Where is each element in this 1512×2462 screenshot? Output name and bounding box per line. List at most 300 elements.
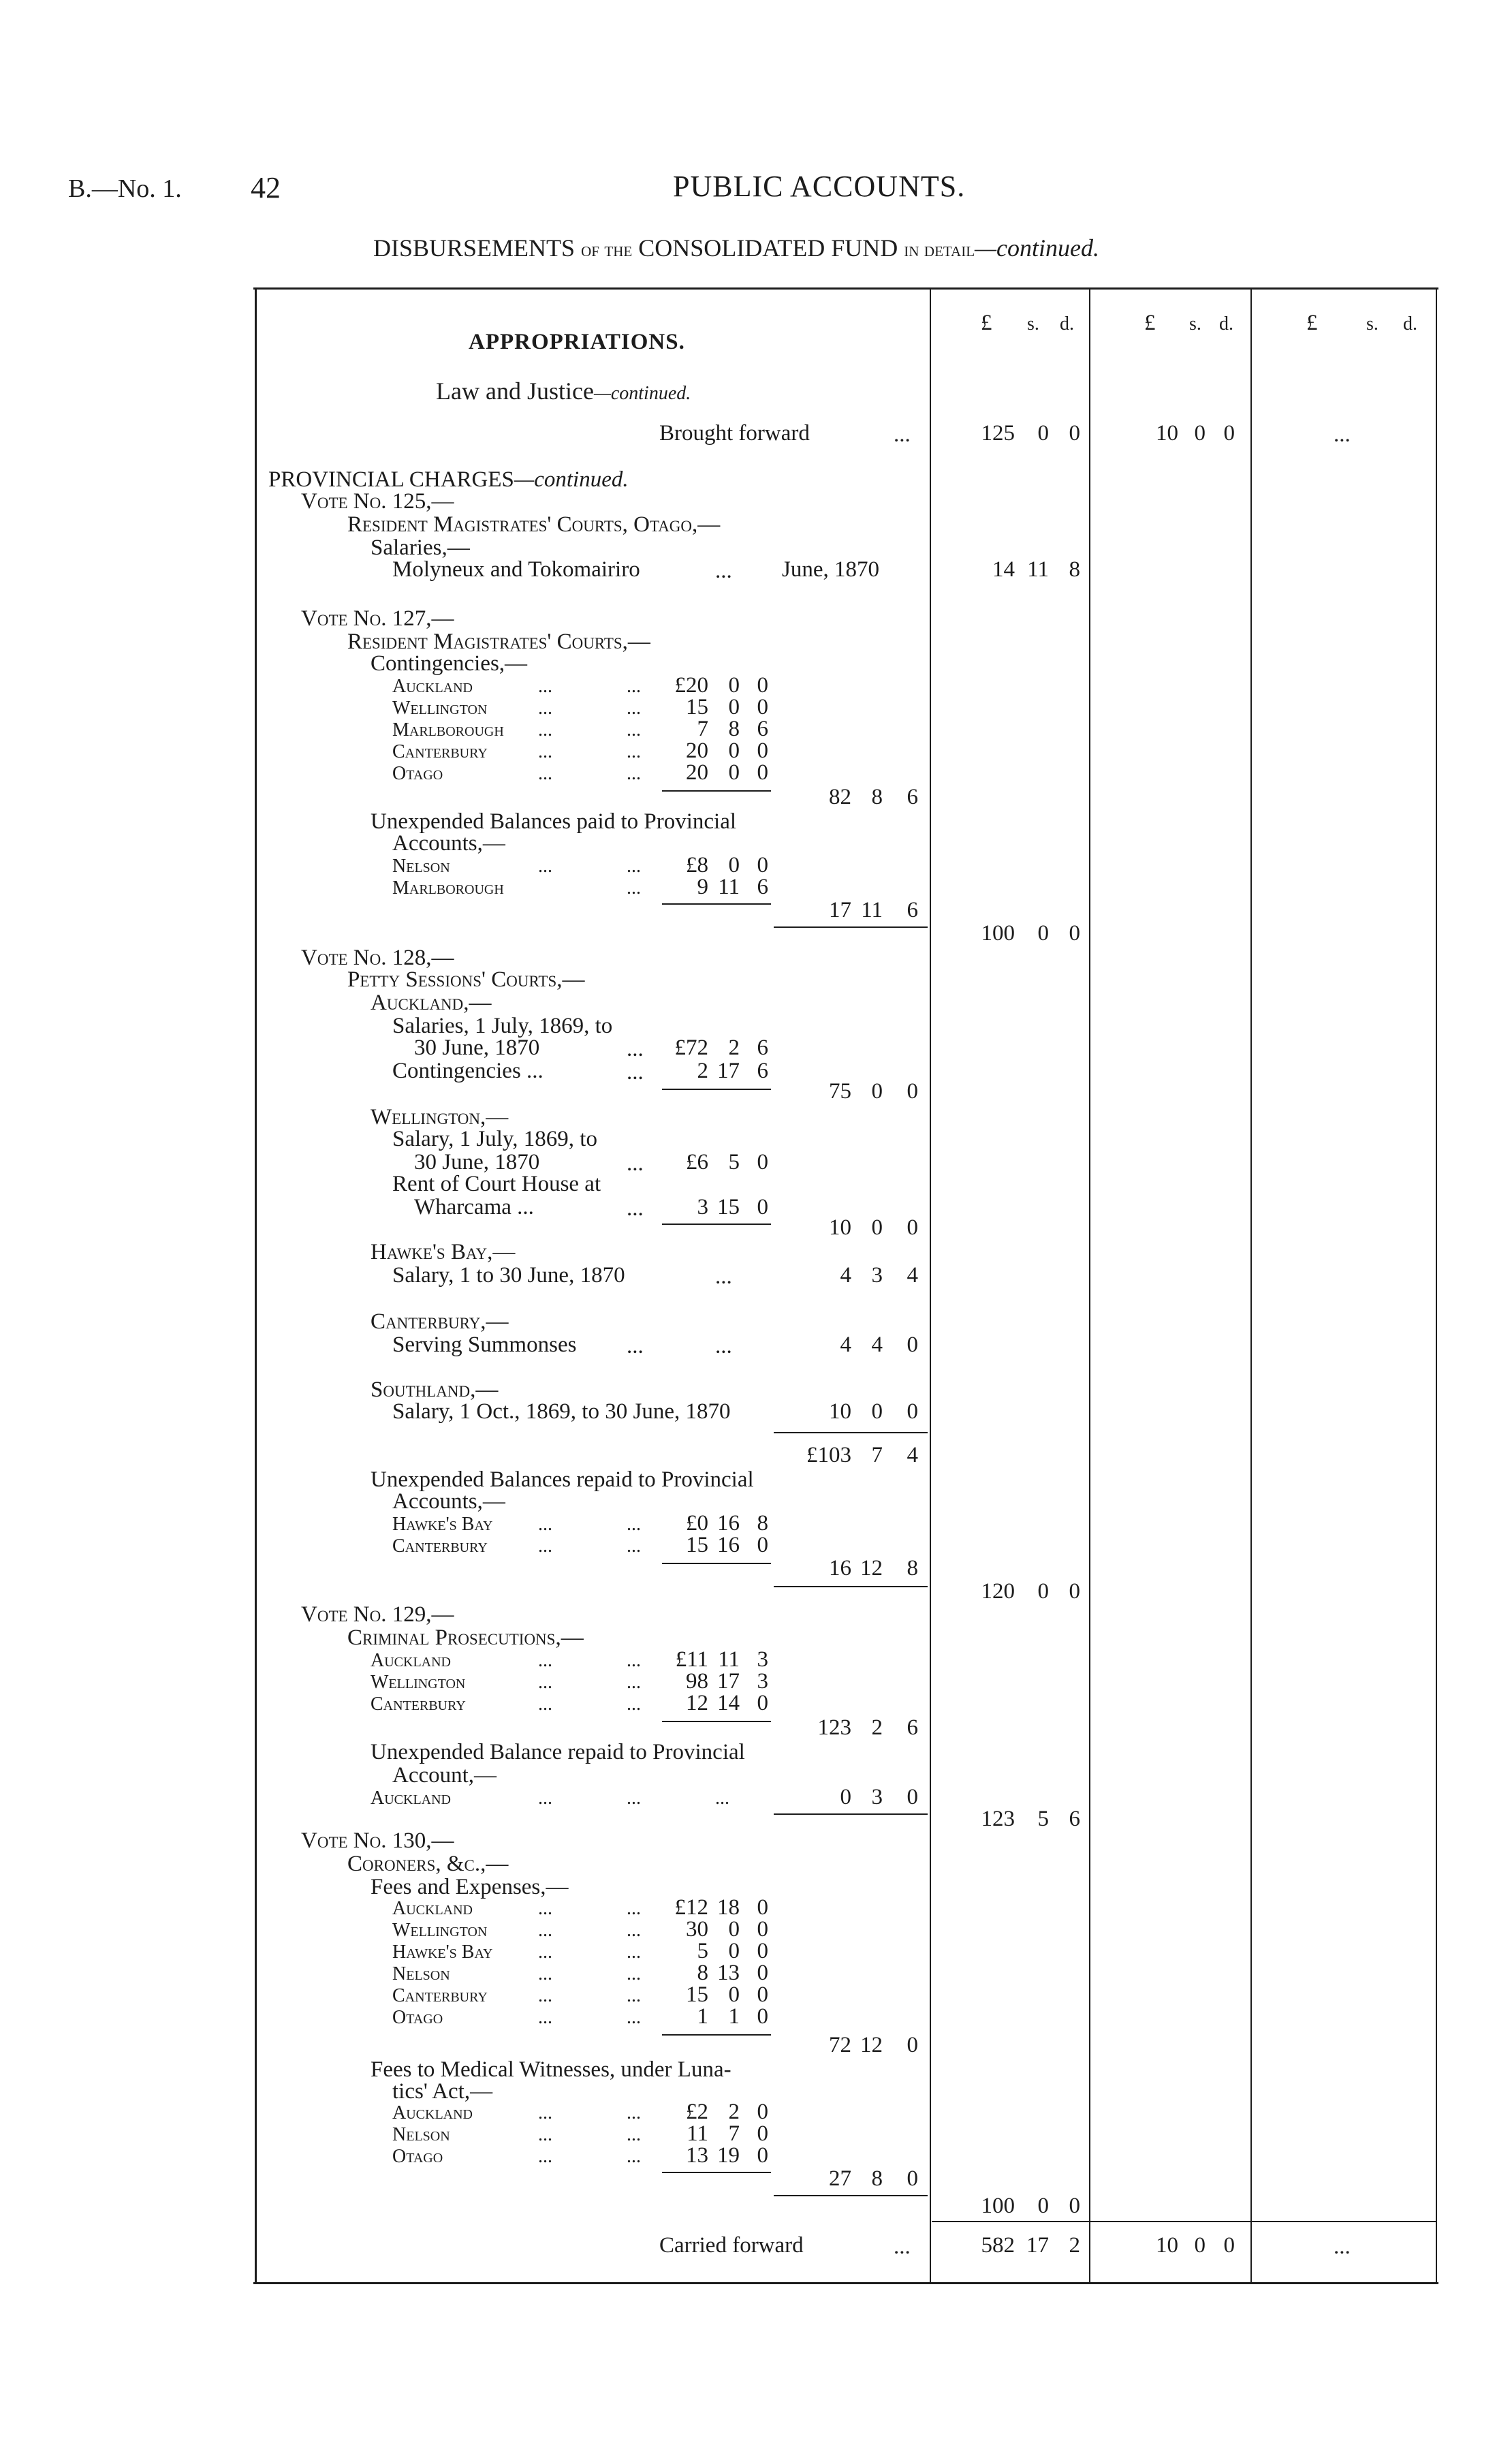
v130-med-name: Auckland — [392, 2102, 473, 2123]
v127-item-pounds: 7 — [697, 717, 708, 741]
cf-c1-shillings: 17 — [1026, 2233, 1049, 2258]
v130-item-dots: ... — [538, 1898, 552, 1919]
v128-sum-pence: 4 — [907, 1443, 918, 1467]
v130-med-dots: ... — [538, 2102, 552, 2123]
v129-subtotal-pence: 6 — [907, 1715, 918, 1740]
v127-item-dots: ... — [627, 698, 641, 719]
v128-wellington-rent1: Rent of Court House at — [392, 1172, 601, 1196]
law-justice-main: Law and Justice — [436, 377, 594, 405]
v130-med-dots: ... — [627, 2146, 641, 2167]
v125-c1-pounds: 14 — [992, 557, 1015, 582]
v127-item-shillings: 0 — [728, 673, 740, 698]
v130-med-shillings: 19 — [717, 2143, 740, 2168]
v128-wellington-rule — [662, 1224, 771, 1225]
col1-pound: £ — [981, 311, 992, 335]
v128-canterbury-total-pounds: 4 — [840, 1333, 851, 1357]
v130-c1-shillings: 0 — [1037, 2194, 1049, 2218]
v130-item-pence: 0 — [757, 2004, 768, 2029]
v127-item-dots: ... — [627, 676, 641, 697]
v128-auckland-head: Auckland,— — [371, 991, 492, 1015]
v128-wellington-rent2: Wharcama ... — [414, 1195, 534, 1219]
v128-unexp-total-pence: 8 — [907, 1556, 918, 1580]
v130-med-dots: ... — [627, 2102, 641, 2123]
v127-item-shillings: 8 — [728, 717, 740, 741]
brought-forward-dots: ... — [894, 422, 911, 447]
v130-item-pence: 0 — [757, 1982, 768, 2007]
subtitle-continued: —continued. — [975, 234, 1100, 262]
cf-c2-shillings: 0 — [1194, 2233, 1206, 2258]
v130-item-shillings: 18 — [717, 1895, 740, 1920]
v129-auckland-dots: ... — [715, 1788, 729, 1809]
v128-canterbury-head: Canterbury,— — [371, 1309, 509, 1334]
brought-forward-label: Brought forward — [659, 421, 810, 446]
v129-item-dots: ... — [538, 1672, 552, 1693]
col2-shillings: s. — [1189, 313, 1201, 334]
v130-med-pounds: 11 — [687, 2121, 708, 2146]
table-bottom-rule — [253, 2282, 1438, 2284]
v128-wellington-total-pence: 0 — [907, 1215, 918, 1240]
v130-item-name: Auckland — [392, 1898, 473, 1919]
v127-unexp-dots: ... — [538, 856, 552, 877]
v130-item-dots: ... — [538, 1920, 552, 1941]
v127-item-pounds: 20 — [686, 738, 708, 763]
v128-canterbury-total-shillings: 4 — [871, 1333, 883, 1357]
v128-unexp-pounds: £0 — [686, 1511, 708, 1536]
v127-item-name: Wellington — [392, 698, 488, 719]
v128-auckland-rule — [662, 1089, 771, 1090]
v129-item-name: Canterbury — [371, 1694, 466, 1715]
v129-unexpended-line1: Unexpended Balance repaid to Provincial — [371, 1740, 745, 1764]
v130-subtotal-pence: 0 — [907, 2033, 918, 2057]
law-justice-cont: —continued. — [593, 383, 691, 404]
v128-hawkes-head: Hawke's Bay,— — [371, 1240, 516, 1264]
v128-sum-pounds: £103 — [806, 1443, 851, 1467]
v130-sub-rule — [662, 2034, 771, 2036]
v128-unexp-dots: ... — [627, 1514, 641, 1535]
v130-med-total-pounds: 27 — [829, 2166, 851, 2191]
vote-130-fees: Fees and Expenses,— — [371, 1875, 569, 1899]
v127-unexp-shillings: 0 — [728, 853, 740, 877]
v129-c1-pence: 6 — [1069, 1807, 1080, 1831]
v127-item-dots: ... — [627, 719, 641, 741]
v130-med-name: Otago — [392, 2146, 443, 2167]
v130-med-pounds: £2 — [686, 2100, 708, 2124]
v129-item-pounds: £11 — [675, 1647, 708, 1672]
cf-c1-pence: 2 — [1069, 2233, 1080, 2258]
v128-auckland-contingencies: Contingencies ... — [392, 1059, 544, 1083]
v128-auckland-sal2: 30 June, 1870 — [414, 1035, 540, 1060]
v128-sum-rule — [774, 1432, 928, 1433]
v127-item-pence: 0 — [757, 673, 768, 698]
v128-southland-total-pence: 0 — [907, 1399, 918, 1424]
v127-unexp-total-pounds: 17 — [829, 898, 851, 922]
v129-item-name: Auckland — [371, 1650, 451, 1671]
v127-unexp-total-shillings: 11 — [861, 898, 883, 922]
v127-item-dots: ... — [538, 676, 552, 697]
v128-unexp-shillings: 16 — [717, 1511, 740, 1536]
v128-wellington-sal1: Salary, 1 July, 1869, to — [392, 1127, 597, 1151]
v129-item-pounds: 98 — [686, 1669, 708, 1694]
v127-item-dots: ... — [627, 763, 641, 784]
bf-c1-shillings: 0 — [1037, 421, 1049, 446]
v128-wellington-rent-shillings: 15 — [717, 1195, 740, 1219]
v130-item-shillings: 0 — [728, 1917, 740, 1942]
v130-item-pence: 0 — [757, 1939, 768, 1963]
v128-auckland-sal-pence: 6 — [757, 1035, 768, 1060]
vote-125-salaries: Salaries,— — [371, 535, 470, 560]
v130-item-pence: 0 — [757, 1895, 768, 1920]
v130-item-pounds: £12 — [674, 1895, 708, 1920]
v128-canterbury-total-pence: 0 — [907, 1333, 918, 1357]
v127-unexp-name: Marlborough — [392, 877, 504, 899]
v130-item-shillings: 1 — [728, 2004, 740, 2029]
v129-auckland-pounds: 0 — [840, 1785, 851, 1809]
v130-item-pounds: 5 — [697, 1939, 708, 1963]
v127-item-dots: ... — [627, 741, 641, 762]
v130-item-dots: ... — [627, 1985, 641, 2006]
vote-125-line: Molyneux and Tokomairiro — [392, 557, 640, 582]
v130-total-rule — [774, 2195, 928, 2196]
v128-hawkes-total-pence: 4 — [907, 1263, 918, 1288]
v130-item-name: Hawke's Bay — [392, 1942, 493, 1963]
v125-c1-shillings: 11 — [1027, 557, 1049, 582]
subtitle-disbursements: DISBURSEMENTS — [373, 234, 576, 262]
v130-med-rule — [662, 2172, 771, 2173]
table-left-rule — [255, 287, 257, 2284]
v129-item-pounds: 12 — [686, 1691, 708, 1715]
v128-c1-shillings: 0 — [1037, 1579, 1049, 1604]
v128-unexp-dots: ... — [538, 1514, 552, 1535]
v127-item-name: Marlborough — [392, 719, 504, 741]
v128-canterbury-dots: ... — [627, 1334, 644, 1358]
v127-unexpended-line1: Unexpended Balances paid to Provincial — [371, 809, 737, 834]
v129-sub-rule — [662, 1721, 771, 1722]
v125-c1-pence: 8 — [1069, 557, 1080, 582]
v128-wellington-sal-shillings: 5 — [728, 1150, 740, 1174]
v128-unexp-name: Hawke's Bay — [392, 1514, 493, 1535]
v128-unexpended-line1: Unexpended Balances repaid to Provincial — [371, 1467, 754, 1492]
v128-unexpended-line2: Accounts,— — [392, 1489, 505, 1514]
v127-item-pounds: £20 — [674, 673, 708, 698]
v127-unexp-shillings: 11 — [718, 875, 740, 899]
v127-subtotal-shillings: 8 — [871, 785, 883, 809]
v130-medical-line1: Fees to Medical Witnesses, under Luna- — [371, 2057, 731, 2082]
v127-item-name: Canterbury — [392, 741, 488, 762]
v127-unexpended-line2: Accounts,— — [392, 831, 505, 856]
v129-subtotal-shillings: 2 — [871, 1715, 883, 1740]
v130-item-name: Wellington — [392, 1920, 488, 1941]
v129-auckland-dots: ... — [538, 1788, 552, 1809]
vote-129-title: Vote No. 129,— — [301, 1602, 454, 1627]
v127-c1-pounds: 100 — [981, 921, 1015, 946]
v130-item-pounds: 8 — [697, 1961, 708, 1985]
v128-auckland-total-pence: 0 — [907, 1079, 918, 1104]
v128-auckland-cont-shillings: 17 — [717, 1059, 740, 1083]
v129-auckland-shillings: 3 — [871, 1785, 883, 1809]
subtitle-of-the: of the — [581, 238, 633, 261]
v130-med-dots: ... — [627, 2124, 641, 2145]
v130-med-dots: ... — [538, 2146, 552, 2167]
v130-med-dots: ... — [538, 2124, 552, 2145]
v130-med-name: Nelson — [392, 2124, 450, 2145]
v128-wellington-rent-dots: ... — [627, 1196, 644, 1221]
v128-southland-line: Salary, 1 Oct., 1869, to 30 June, 1870 — [392, 1399, 731, 1424]
v130-item-dots: ... — [627, 1942, 641, 1963]
bf-c1-pounds: 125 — [981, 421, 1015, 446]
v128-hawkes-line: Salary, 1 to 30 June, 1870 — [392, 1263, 625, 1288]
v130-item-dots: ... — [627, 1898, 641, 1919]
v127-c1-pence: 0 — [1069, 921, 1080, 946]
bf-c2-pence: 0 — [1223, 421, 1235, 446]
col1-pence: d. — [1060, 313, 1074, 334]
v129-item-name: Wellington — [371, 1672, 466, 1693]
bf-c1-pence: 0 — [1069, 421, 1080, 446]
v127-item-name: Auckland — [392, 676, 473, 697]
v128-wellington-total-pounds: 10 — [829, 1215, 851, 1240]
v129-subtotal-pounds: 123 — [817, 1715, 851, 1740]
vote-127-title: Vote No. 127,— — [301, 606, 454, 631]
v130-medical-line2: tics' Act,— — [392, 2079, 493, 2104]
v127-item-pence: 6 — [757, 717, 768, 741]
v127-unexp-pounds: 9 — [697, 875, 708, 899]
v127-item-pence: 0 — [757, 695, 768, 719]
v130-med-pounds: 13 — [686, 2143, 708, 2168]
v129-item-dots: ... — [538, 1650, 552, 1671]
v130-med-pence: 0 — [757, 2143, 768, 2168]
v129-item-dots: ... — [538, 1694, 552, 1715]
v128-hawkes-dots: ... — [715, 1264, 732, 1289]
vote-127-contingencies: Contingencies,— — [371, 651, 528, 676]
v130-med-shillings: 2 — [728, 2100, 740, 2124]
v127-item-pence: 0 — [757, 738, 768, 763]
v129-item-dots: ... — [627, 1672, 641, 1693]
v128-unexp-shillings: 16 — [717, 1533, 740, 1557]
v127-unexp-dots: ... — [627, 877, 641, 899]
v128-auckland-dots: ... — [627, 1037, 644, 1061]
v130-med-pence: 0 — [757, 2100, 768, 2124]
cf-c2-pounds: 10 — [1156, 2233, 1178, 2258]
v128-total-rule — [774, 1586, 928, 1587]
v129-item-dots: ... — [627, 1650, 641, 1671]
cf-c3-dots: ... — [1334, 2234, 1351, 2259]
v128-auckland-total-shillings: 0 — [871, 1079, 883, 1104]
v130-item-name: Canterbury — [392, 1985, 488, 2006]
col3-pence: d. — [1403, 313, 1417, 334]
v129-c1-pounds: 123 — [981, 1807, 1015, 1831]
v128-unexp-dots: ... — [538, 1536, 552, 1557]
v130-med-total-shillings: 8 — [871, 2166, 883, 2191]
v128-auckland-cont-pounds: 2 — [697, 1059, 708, 1083]
v130-item-pounds: 1 — [697, 2004, 708, 2029]
v129-c1-shillings: 5 — [1037, 1807, 1049, 1831]
table-top-rule — [253, 287, 1438, 290]
vote-125-dots: ... — [715, 559, 732, 583]
v129-item-shillings: 14 — [717, 1691, 740, 1715]
v129-auckland-pence: 0 — [907, 1785, 918, 1809]
v128-unexp-pounds: 15 — [686, 1533, 708, 1557]
subtitle-in-detail: in detail — [904, 238, 975, 261]
v129-item-pence: 3 — [757, 1647, 768, 1672]
column-rule-3 — [1250, 287, 1252, 2284]
v127-unexp-rule — [662, 903, 771, 905]
v127-item-dots: ... — [538, 763, 552, 784]
v128-wellington-sal2: 30 June, 1870 — [414, 1150, 540, 1174]
v130-med-shillings: 7 — [728, 2121, 740, 2146]
v130-item-shillings: 0 — [728, 1939, 740, 1963]
col2-pound: £ — [1144, 311, 1156, 335]
v128-auckland-sal-shillings: 2 — [728, 1035, 740, 1060]
v129-item-pence: 3 — [757, 1669, 768, 1694]
page-number: 42 — [251, 171, 281, 204]
bf-c3-dots: ... — [1334, 422, 1351, 447]
page-title: PUBLIC ACCOUNTS. — [673, 170, 966, 203]
column-rule-2 — [1089, 287, 1090, 2284]
v128-c1-pounds: 120 — [981, 1579, 1015, 1604]
column-rule-1 — [930, 287, 931, 2284]
law-justice-heading — [436, 379, 691, 403]
v130-item-pounds: 30 — [686, 1917, 708, 1942]
v128-southland-total-shillings: 0 — [871, 1399, 883, 1424]
v127-item-dots: ... — [538, 719, 552, 741]
cf-c2-pence: 0 — [1223, 2233, 1235, 2258]
vote-125-date: June, 1870 — [782, 557, 879, 582]
v130-med-total-pence: 0 — [907, 2166, 918, 2191]
v130-item-name: Nelson — [392, 1963, 450, 1984]
vote-130-head: Coroners, &c.,— — [347, 1852, 509, 1876]
col2-pence: d. — [1219, 313, 1233, 334]
v128-wellington-rent-pounds: 3 — [697, 1195, 708, 1219]
v129-item-shillings: 17 — [717, 1669, 740, 1694]
v129-auckland-dots: ... — [627, 1788, 641, 1809]
v128-wellington-sal-pounds: £6 — [686, 1150, 708, 1174]
v130-item-dots: ... — [627, 2007, 641, 2028]
v128-southland-total-pounds: 10 — [829, 1399, 851, 1424]
v128-unexp-total-shillings: 12 — [860, 1556, 883, 1580]
v128-canterbury-dots: ... — [715, 1334, 732, 1358]
v127-unexp-dots: ... — [627, 856, 641, 877]
col1-shillings: s. — [1027, 313, 1039, 334]
v129-unexpended-line2: Account,— — [392, 1763, 497, 1788]
v128-wellington-head: Wellington,— — [371, 1105, 509, 1129]
carried-forward-rule — [932, 2221, 1436, 2222]
v128-southland-head: Southland,— — [371, 1377, 499, 1402]
carried-forward-dots: ... — [894, 2234, 911, 2259]
v128-wellington-sal-pence: 0 — [757, 1150, 768, 1174]
v130-item-name: Otago — [392, 2007, 443, 2028]
v128-auckland-total-pounds: 75 — [829, 1079, 851, 1104]
v128-hawkes-total-shillings: 3 — [871, 1263, 883, 1288]
v127-unexp-total-pence: 6 — [907, 898, 918, 922]
v130-item-pounds: 15 — [686, 1982, 708, 2007]
v127-subtotal-pence: 6 — [907, 785, 918, 809]
vote-130-title: Vote No. 130,— — [301, 1828, 454, 1853]
provincial-cont: —continued. — [514, 467, 629, 492]
v127-unexp-pounds: £8 — [686, 853, 708, 877]
v128-unexp-total-pounds: 16 — [829, 1556, 851, 1580]
v130-c1-pounds: 100 — [981, 2194, 1015, 2218]
v128-unexp-rule — [662, 1563, 771, 1564]
v130-item-dots: ... — [538, 1985, 552, 2006]
v127-total-rule — [774, 926, 928, 928]
col3-shillings: s. — [1366, 313, 1379, 334]
v127-item-pounds: 15 — [686, 695, 708, 719]
page-subtitle — [373, 236, 1099, 260]
v127-item-shillings: 0 — [728, 738, 740, 763]
v129-total-rule — [774, 1813, 928, 1815]
v130-c1-pence: 0 — [1069, 2194, 1080, 2218]
v128-wellington-total-shillings: 0 — [871, 1215, 883, 1240]
bf-c2-shillings: 0 — [1194, 421, 1206, 446]
v128-auckland-cont-dots: ... — [627, 1060, 644, 1085]
provincial-charges-heading — [268, 469, 629, 491]
v127-unexp-pence: 6 — [757, 875, 768, 899]
vote-129-head: Criminal Prosecutions,— — [347, 1625, 584, 1650]
vote-128-title: Vote No. 128,— — [301, 946, 454, 970]
v127-unexp-pence: 0 — [757, 853, 768, 877]
v128-unexp-pence: 8 — [757, 1511, 768, 1536]
v127-item-shillings: 0 — [728, 760, 740, 785]
v130-item-dots: ... — [627, 1963, 641, 1984]
appropriations-heading: APPROPRIATIONS. — [469, 330, 685, 354]
v128-unexp-name: Canterbury — [392, 1536, 488, 1557]
v128-auckland-sal-pounds: £72 — [674, 1035, 708, 1060]
v127-item-shillings: 0 — [728, 695, 740, 719]
v130-subtotal-pounds: 72 — [829, 2033, 851, 2057]
vote-128-court: Petty Sessions' Courts,— — [347, 967, 585, 992]
v127-item-pence: 0 — [757, 760, 768, 785]
vote-125-title: Vote No. 125,— — [301, 489, 454, 514]
vote-125-court: Resident Magistrates' Courts, Otago,— — [347, 512, 721, 537]
v127-c1-shillings: 0 — [1037, 921, 1049, 946]
v127-sub-rule — [662, 790, 771, 792]
v130-item-dots: ... — [538, 2007, 552, 2028]
table-right-rule — [1436, 287, 1437, 2284]
v127-item-dots: ... — [538, 698, 552, 719]
v127-item-pounds: 20 — [686, 760, 708, 785]
v128-auckland-cont-pence: 6 — [757, 1059, 768, 1083]
v130-item-shillings: 0 — [728, 1982, 740, 2007]
provincial-main: PROVINCIAL CHARGES — [268, 467, 514, 492]
bf-c2-pounds: 10 — [1156, 421, 1178, 446]
v128-wellington-dots: ... — [627, 1151, 644, 1176]
v128-c1-pence: 0 — [1069, 1579, 1080, 1604]
cf-c1-pounds: 582 — [981, 2233, 1015, 2258]
v130-med-pence: 0 — [757, 2121, 768, 2146]
v127-subtotal-pounds: 82 — [829, 785, 851, 809]
col3-pound: £ — [1306, 311, 1318, 335]
v128-auckland-sal1: Salaries, 1 July, 1869, to — [392, 1014, 613, 1038]
v128-wellington-rent-pence: 0 — [757, 1195, 768, 1219]
subtitle-fund: CONSOLIDATED FUND — [638, 234, 898, 262]
v128-hawkes-total-pounds: 4 — [840, 1263, 851, 1288]
v130-item-pence: 0 — [757, 1917, 768, 1942]
v129-item-pence: 0 — [757, 1691, 768, 1715]
v129-item-dots: ... — [627, 1694, 641, 1715]
v127-item-name: Otago — [392, 763, 443, 784]
v130-item-pence: 0 — [757, 1961, 768, 1985]
v128-unexp-pence: 0 — [757, 1533, 768, 1557]
v128-sum-shillings: 7 — [871, 1443, 883, 1467]
v127-unexp-name: Nelson — [392, 856, 450, 877]
v127-item-dots: ... — [538, 741, 552, 762]
v129-auckland: Auckland — [371, 1788, 451, 1809]
v130-subtotal-shillings: 12 — [860, 2033, 883, 2057]
v130-item-shillings: 13 — [717, 1961, 740, 1985]
v130-item-dots: ... — [538, 1963, 552, 1984]
vote-127-court: Resident Magistrates' Courts,— — [347, 629, 650, 654]
v128-unexp-dots: ... — [627, 1536, 641, 1557]
carried-forward-label: Carried forward — [659, 2233, 804, 2258]
